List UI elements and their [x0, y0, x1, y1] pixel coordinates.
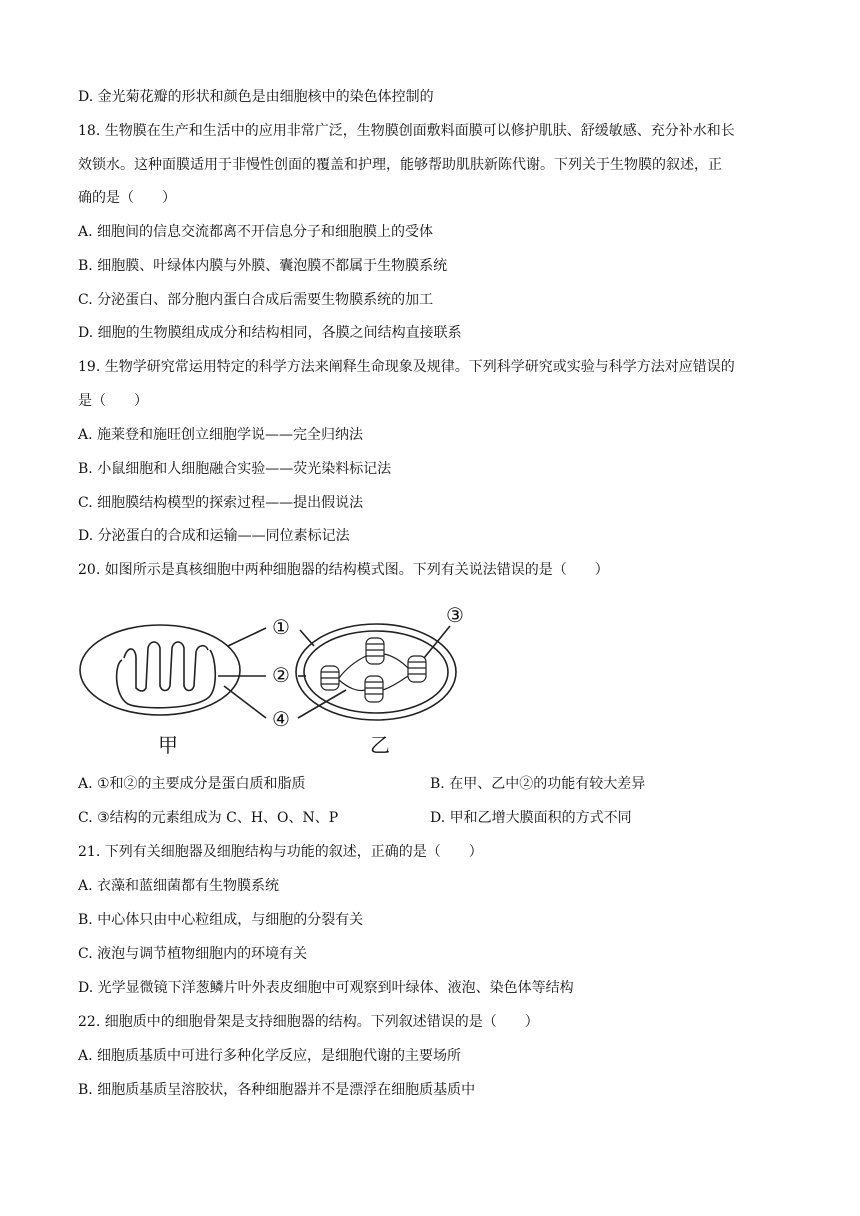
- label-3: [446, 603, 464, 627]
- q19-option-c: C. 细胞膜结构模型的探索过程——提出假说法: [78, 495, 364, 511]
- caption-yi: 乙: [370, 733, 390, 757]
- label-2: [272, 663, 290, 687]
- q18-option-a: A. 细胞间的信息交流都离不开信息分子和细胞膜上的受体: [78, 224, 434, 240]
- label-2-text: ②: [272, 663, 290, 687]
- q19-stem-line-2: 是（ ）: [78, 393, 148, 409]
- organelle-diagram: [78, 600, 498, 760]
- q19-stem-line-1: 19. 生物学研究常运用特定的科学方法来阐释生命现象及规律。下列科学研究或实验与科学方法对应错误的: [78, 359, 735, 375]
- q22-option-b: B. 细胞质基质呈溶胶状，各种细胞器并不是漂浮在细胞质基质中: [78, 1082, 476, 1098]
- q18-stem-line-1: 18. 生物膜在生产和生活中的应用非常广泛，生物膜创面敷料面膜可以修护肌肤、舒缓敏感、充分补水和长: [78, 123, 735, 139]
- label-3-text: ③: [446, 603, 464, 627]
- q18-option-d: D. 细胞的生物膜组成成分和结构相同，各膜之间结构直接联系: [78, 325, 462, 341]
- q18-stem-line-3: 确的是（ ）: [78, 190, 176, 206]
- q20-stem: 20. 如图所示是真核细胞中两种细胞器的结构模式图。下列有关说法错误的是（ ）: [78, 562, 609, 578]
- label-1-text: ①: [272, 615, 290, 639]
- q22-option-a: A. 细胞质基质中可进行多种化学反应，是细胞代谢的主要场所: [78, 1048, 462, 1064]
- q22-stem: 22. 细胞质中的细胞骨架是支持细胞器的结构。下列叙述错误的是（ ）: [78, 1014, 539, 1030]
- q19-option-b: B. 小鼠细胞和人细胞融合实验——荧光染料标记法: [78, 461, 392, 477]
- q19-option-a: A. 施莱登和施旺创立细胞学说——完全归纳法: [78, 427, 364, 443]
- q20-option-b: B. 在甲、乙中②的功能有较大差异: [430, 776, 646, 792]
- q17-option-d: D. 金光菊花瓣的形状和颜色是由细胞核中的染色体控制的: [78, 89, 434, 105]
- q18-option-c: C. 分泌蛋白、部分胞内蛋白合成后需要生物膜系统的加工: [78, 292, 434, 308]
- label-4-text: ④: [272, 707, 290, 731]
- q21-option-d: D. 光学显微镜下洋葱鳞片叶外表皮细胞中可观察到叶绿体、液泡、染色体等结构: [78, 980, 574, 996]
- q21-option-a: A. 衣藻和蓝细菌都有生物膜系统: [78, 878, 280, 894]
- q21-stem: 21. 下列有关细胞器及细胞结构与功能的叙述，正确的是（ ）: [78, 844, 483, 860]
- label-1: [272, 615, 290, 639]
- q21-option-b: B. 中心体只由中心粒组成，与细胞的分裂有关: [78, 912, 364, 928]
- caption-jia: 甲: [158, 733, 178, 757]
- q18-stem-line-2: 效锁水。这种面膜适用于非慢性创面的覆盖和护理，能够帮助肌肤新陈代谢。下列关于生物膜的叙述，正: [78, 157, 722, 173]
- q20-option-a: A. ①和②的主要成分是蛋白质和脂质: [78, 776, 306, 792]
- chloroplast-figure: [296, 624, 456, 720]
- mitochondrion-figure: [80, 625, 266, 718]
- q19-option-d: D. 分泌蛋白的合成和运输——同位素标记法: [78, 528, 350, 544]
- q20-option-c: C. ③结构的元素组成为 C、H、O、N、P: [78, 810, 339, 826]
- q18-option-b: B. 细胞膜、叶绿体内膜与外膜、囊泡膜不都属于生物膜系统: [78, 258, 448, 274]
- q20-option-d: D. 甲和乙增大膜面积的方式不同: [430, 810, 632, 826]
- label-4: [272, 707, 290, 731]
- q21-option-c: C. 液泡与调节植物细胞内的环境有关: [78, 946, 308, 962]
